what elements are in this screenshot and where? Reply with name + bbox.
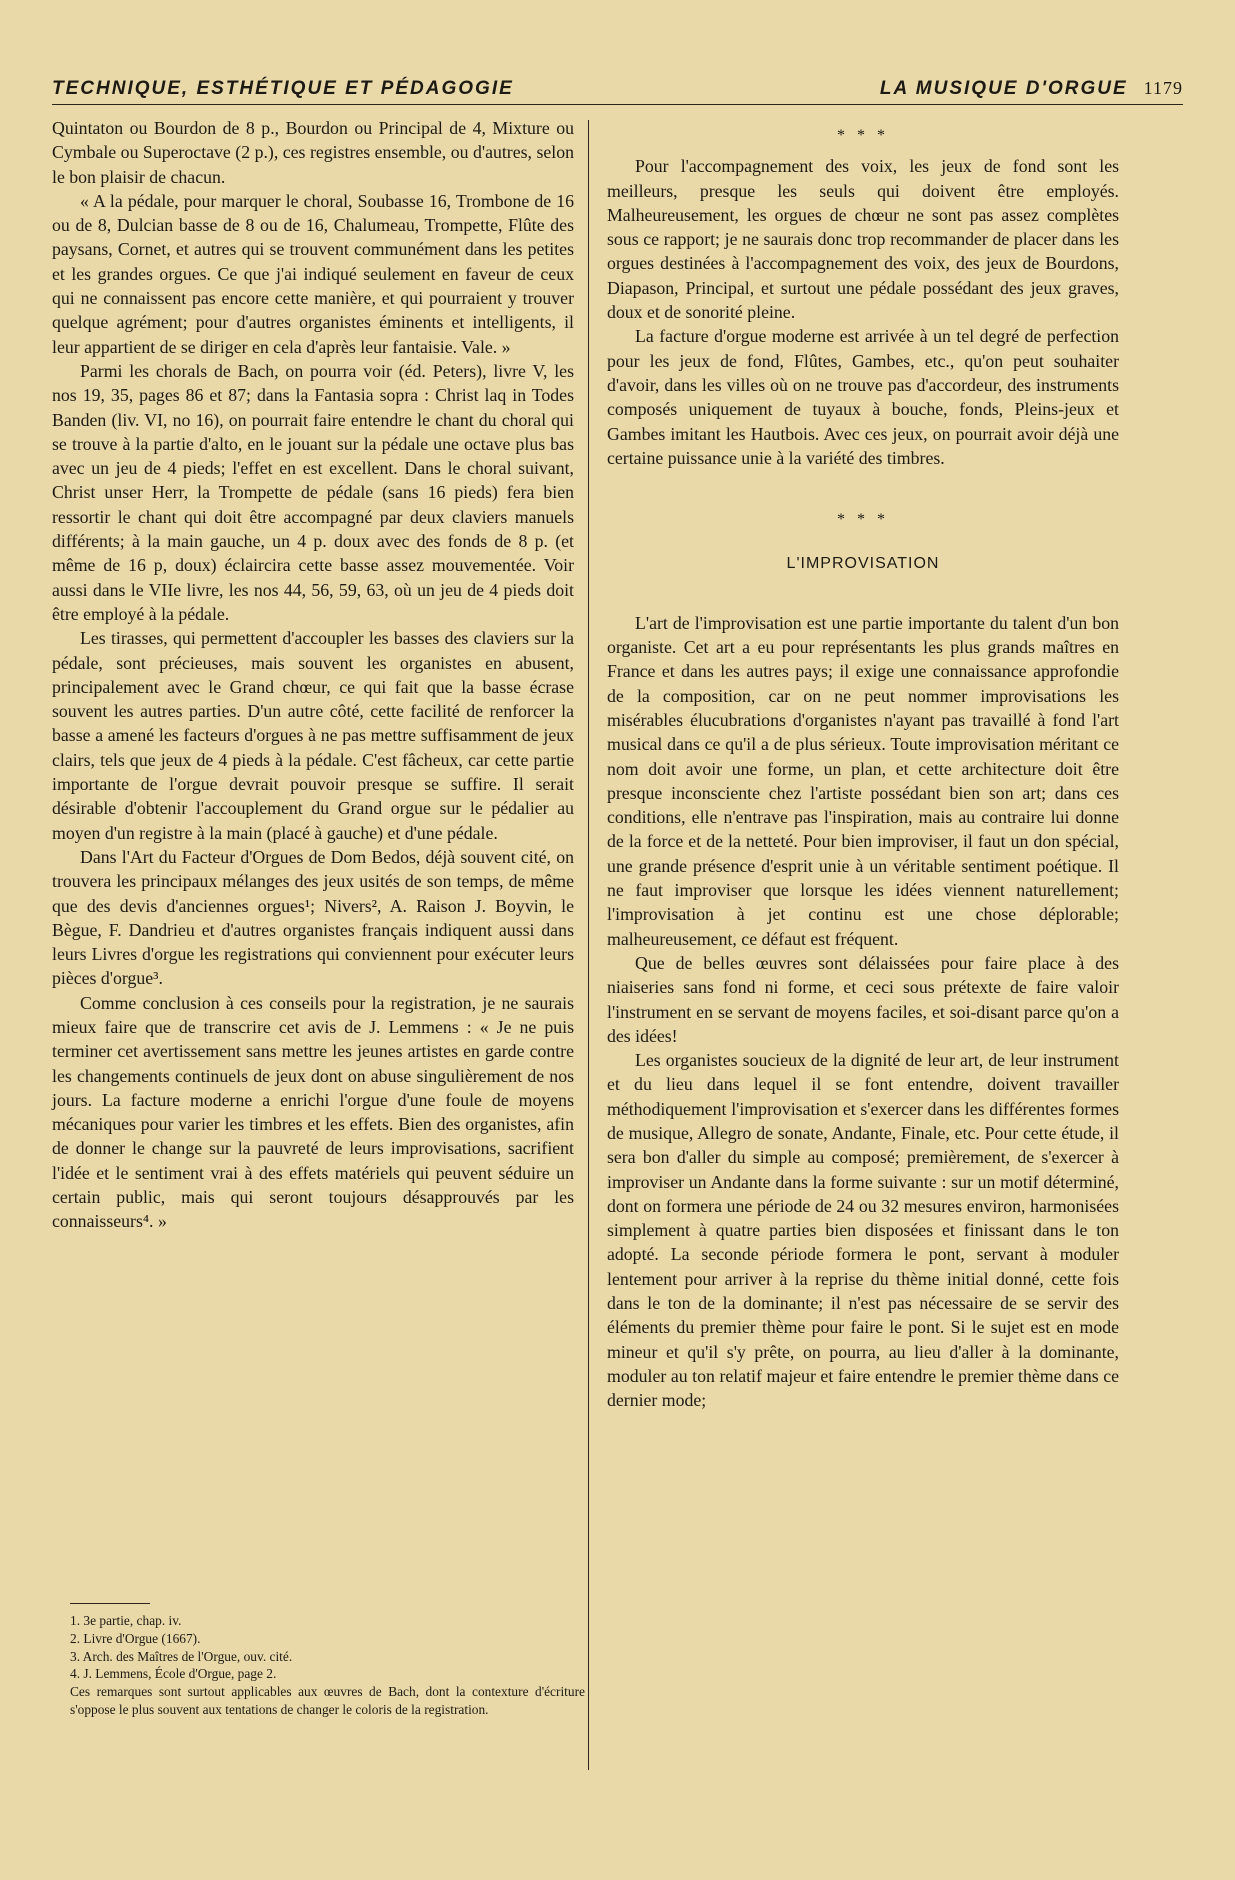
paragraph: Comme conclusion à ces conseils pour la registration, je ne saurais mieux faire que de transcrire cet avis de J. Lemmens : « Je ne puis terminer cet avertissement sans mettre les jeunes artistes en garde contre les changements continuels de jeux dont on abuse singulièrement de nos jours. La facture moderne a enrichi l'orgue d'une foule de moyens mécaniques pour varier les timbres et les effets. Bien des organistes, afin de donner le change sur la pauvreté de leurs improvisations, sacrifient l'idée et le sentiment vrai à des effets matériels qui peuvent séduire un certain public, mais qui seront toujours désapprouvés par les connaisseurs⁴. » — [52, 992, 574, 1232]
paragraph: Quintaton ou Bourdon de 8 p., Bourdon ou Principal de 4, Mixture ou Cymbale ou Superoctave (2 p.), ces registres ensemble, ou d'autres, selon le bon plaisir de chacun. — [52, 118, 574, 187]
header-left-title: TECHNIQUE, ESTHÉTIQUE ET PÉDAGOGIE — [52, 78, 514, 99]
footnote: 3. Arch. des Maîtres de l'Orgue, ouv. cité. — [70, 1648, 293, 1664]
column-divider — [588, 120, 589, 1770]
paragraph: Pour l'accompagnement des voix, les jeux de fond sont les meilleurs, presque les seuls qui doivent être employés. Malheureusement, les orgues de chœur ne sont pas assez complètes sous ce rapport; je ne saurais donc trop recommander de placer dans les orgues destinées à l'accompagnement des voix, des jeux de Bourdons, Diapason, Principal, et surtout une pédale possédant des jeux graves, doux et de sonorité pleine. — [607, 156, 1119, 323]
running-header — [52, 74, 1183, 105]
right-column — [607, 116, 1119, 1413]
paragraph: « A la pédale, pour marquer le choral, Soubasse 16, Trombone de 16 ou de 8, Dulcian basse de 8 ou de 16, Chalumeau, Trompette, Flûte des paysans, Cornet, et autres qui se trouvent communément dans les petites et les grandes orgues. Ce que j'ai indiqué seulement en faveur de ceux qui ne connaissent pas encore cette manière, et qui pourraient y trouver quelque agrément; pour d'autres organistes éminents et intelligents, il leur appartient de se diriger en cela d'après leur fantaisie. Vale. » — [52, 190, 574, 357]
left-column — [52, 116, 574, 1234]
paragraph: Les tirasses, qui permettent d'accoupler les basses des claviers sur la pédale, sont précieuses, mais souvent les organistes en abusent, principalement avec le Grand chœur, ce qui fait que la basse écrase souvent les autres parties. D'un autre côté, cette facilité de renforcer la basse a amené les facteurs d'orgues à ne pas mettre suffisamment de jeux clairs, tels que jeux de 4 pieds à la pédale. C'est fâcheux, car cette partie importante de l'orgue devrait pouvoir presque se suffire. Il serait désirable d'obtenir l'accouplement du Grand orgue sur le pédalier au moyen d'un registre à la main (placé à gauche) et d'une pédale. — [52, 628, 574, 843]
paragraph: La facture d'orgue moderne est arrivée à un tel degré de perfection pour les jeux de fond, Flûtes, Gambes, etc., qu'on peut souhaiter d'avoir, dans les villes où on ne trouve pas d'accordeur, des instruments composés uniquement de tuyaux à bouche, fonds, Pleins-jeux et Gambes imitant les Hautbois. Avec ces jeux, on pourrait avoir déjà une certaine puissance unie à la variété des timbres. — [607, 326, 1119, 468]
page-number: 1179 — [1143, 78, 1183, 98]
paragraph: Dans l'Art du Facteur d'Orgues de Dom Bedos, déjà souvent cité, on trouvera les principaux mélanges des jeux usités de son temps, de même que des devis d'anciennes orgues¹; Nivers², A. Raison J. Boyvin, le Bègue, F. Dandrieu et d'autres organistes français indiquent aussi dans leurs Livres d'orgue les registrations qui conviennent pour exécuter leurs pièces d'orgue³. — [52, 846, 574, 989]
header-right — [880, 78, 1183, 100]
section-separator: * * * — [837, 127, 889, 144]
section-separator: * * * — [837, 511, 889, 529]
paragraph: Que de belles œuvres sont délaissées pour faire place à des niaiseries sans fond ni forme, et ceci sous prétexte de faire valoir l'instrument en se servant de moyens faciles, et soi-disant parce qu'on a des idées! — [607, 952, 1119, 1046]
footnotes — [70, 1612, 585, 1719]
section-heading: L'IMPROVISATION — [786, 555, 940, 573]
paragraph: Les organistes soucieux de la dignité de leur art, de leur instrument et du lieu dans lequel il se font entendre, doivent travailler méthodiquement l'improvisation et s'exercer dans les différentes formes de musique, Allegro de sonate, Andante, Finale, etc. Pour cette étude, il sera bon d'aller du simple au composé; premièrement, de s'exercer à improviser un Andante dans la forme suivante : sur un motif déterminé, dont on formera une période de 24 ou 32 mesures environ, harmonisées simplement à quatre parties bien disposées et finissant dans le ton adopté. La seconde période formera le pont, servant à moduler lentement pour arriver à la reprise du thème initial donné, cette fois dans le ton de la dominante; il n'est pas nécessaire de se servir des éléments du premier thème pour faire le pont. Si le sujet est en mode mineur et qu'il s'y prête, on pourra, au lieu d'aller à la dominante, moduler au ton relatif majeur et faire entendre le premier thème dans ce dernier mode; — [607, 1050, 1119, 1411]
footnote: 1. 3e partie, chap. iv. — [70, 1613, 182, 1628]
header-right-title: LA MUSIQUE D'ORGUE — [879, 78, 1128, 99]
footnote: 4. J. Lemmens, École d'Orgue, page 2. — [70, 1666, 277, 1682]
footnote-rule — [70, 1603, 150, 1604]
footnote: 2. Livre d'Orgue (1667). — [70, 1630, 201, 1646]
paragraph: Parmi les chorals de Bach, on pourra voir (éd. Peters), livre V, les nos 19, 35, pages 86 et 87; dans la Fantasia sopra : Christ laq in Todes Banden (liv. VI, no 16), on pourrait faire entendre le chant du choral qui se trouve à la partie d'alto, en le jouant sur la pédale une octave plus bas avec un jeu de 4 pieds; l'effet en est excellent. Dans le choral suivant, Christ unser Herr, la Trompette de pédale (sans 16 pieds) fera bien ressortir le chant qui doit être accompagné par deux claviers manuels différents; à la main gauche, un 4 p. doux avec des fonds de 8 p. (et même de 16 p, doux) éclaircira cette basse assez mouvementée. Voir aussi dans le VIIe livre, les nos 44, 56, 59, 63, où un jeu de 4 pieds doit être employé à la pédale. — [52, 360, 574, 624]
footnote: Ces remarques sont surtout applicables aux œuvres de Bach, dont la contexture d'écriture s'oppose le plus souvent aux tentations de changer le coloris de la registration. — [70, 1684, 585, 1717]
paragraph: L'art de l'improvisation est une partie importante du talent d'un bon organiste. Cet art a eu pour représentants les plus grands maîtres en France et dans les autres pays; il exige une connaissance approfondie de la composition, car on ne peut nommer improvisations les misérables élucubrations d'organistes n'ayant pas travaillé à fond l'art musical dans ce qu'il a de plus sérieux. Toute improvisation méritant ce nom doit avoir une forme, un plan, et cette architecture doit être presque inconsciente chez l'artiste possédant bien son art; dans ces conditions, elle n'entrave pas l'inspiration, mais au contraire lui donne de la force et de la netteté. Pour bien improviser, il faut un don spécial, une grande présence d'esprit unie à un véritable sentiment poétique. Il ne faut improviser que lorsque les idées viennent naturellement; l'improvisation à jet continu est une chose déplorable; malheureusement, ce défaut est fréquent. — [607, 612, 1119, 949]
